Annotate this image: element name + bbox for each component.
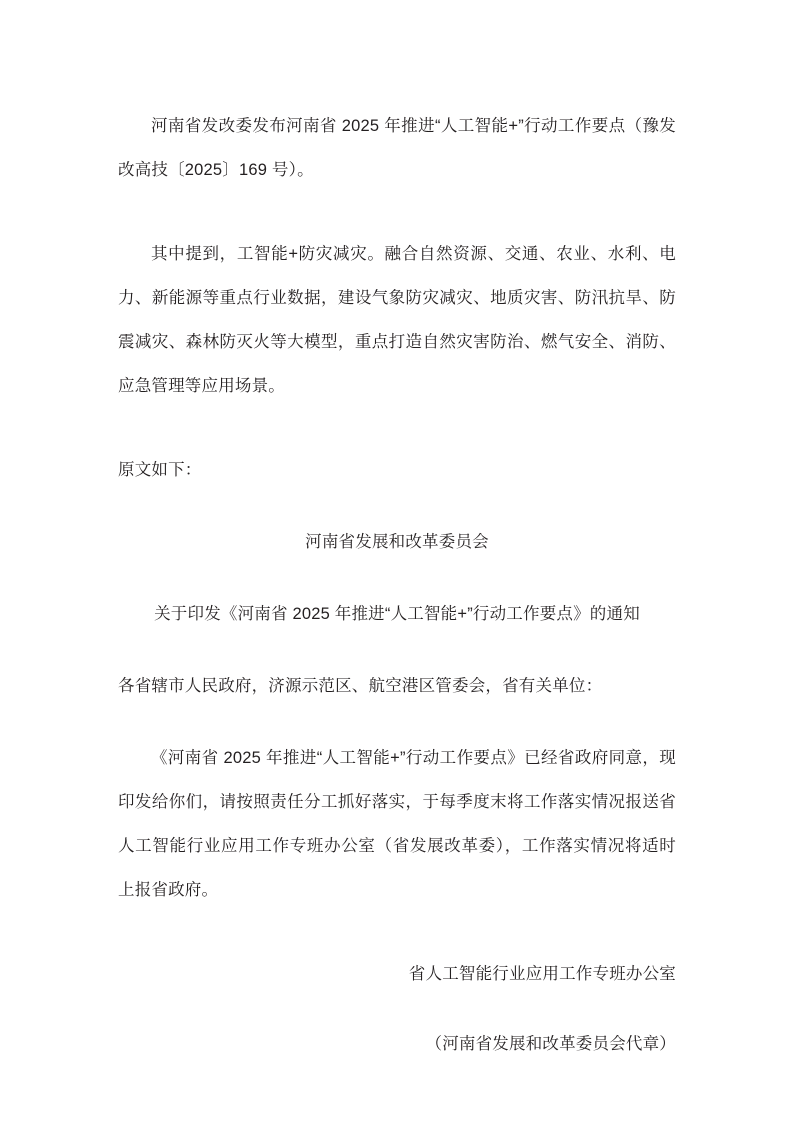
section-spacer [118,708,676,736]
notice-body-paragraph: 《河南省 2025 年推进“人工智能+”行动工作要点》已经省政府同意，现印发给你们，请按照责任分工抓好落实，于每季度末将工作落实情况报送省人工智能行业应用工作专班办公室（省发展改革委），工作落实情况将适时上报省政府。 [118,749,676,899]
signature-seal-note: （河南省发展和改革委员会代章） [425,1035,676,1053]
signature-block [118,952,676,1066]
section-spacer [118,564,676,592]
paragraph-spacer [118,218,676,232]
summary-paragraph-1: 河南省发改委发布河南省 2025 年推进“人工智能+”行动工作要点（豫发改高技〔2025〕169 号）。 [118,117,676,179]
section-spacer [118,492,676,520]
original-text-label: 原文如下： [118,461,202,479]
notice-title: 关于印发《河南省 2025 年推进“人工智能+”行动工作要点》的通知 [154,605,640,623]
paragraph-spacer [118,434,676,448]
section-spacer [118,636,676,664]
issuing-agency-heading: 河南省发展和改革委员会 [305,533,489,551]
addressee-line: 各省辖市人民政府，济源示范区、航空港区管委会，省有关单位： [118,677,603,695]
document-body [118,104,676,1066]
signature-spacer [118,996,676,1022]
signature-office: 省人工智能行业应用工作专班办公室 [408,965,676,983]
section-spacer [118,938,676,952]
summary-paragraph-2: 其中提到，工智能+防灾减灾。融合自然资源、交通、农业、水利、电力、新能源等重点行业数据，建设气象防灾减灾、地质灾害、防汛抗旱、防震减灾、森林防灭火等大模型，重点打造自然灾害防治、燃气安全、消防、应急管理等应用场景。 [118,245,676,395]
